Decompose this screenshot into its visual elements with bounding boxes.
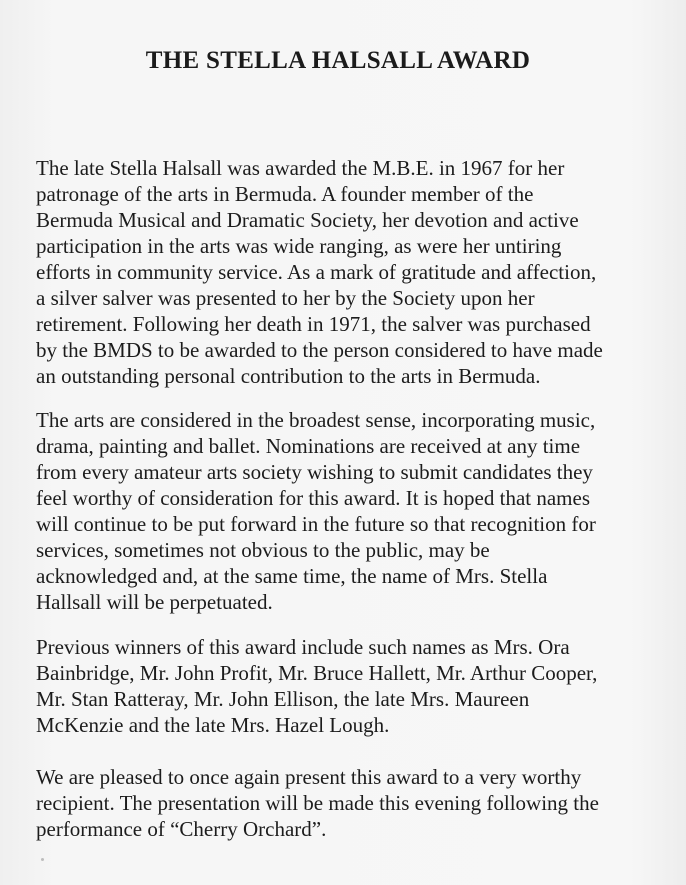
- paragraph-line: by the BMDS to be awarded to the person considered to have made: [36, 338, 603, 362]
- paragraph-line: retirement. Following her death in 1971, the salver was purchased: [36, 312, 591, 336]
- paragraph-line: Bermuda Musical and Dramatic Society, her devotion and active: [36, 208, 579, 232]
- paragraph-line: drama, painting and ballet. Nominations are received at any time: [36, 434, 581, 458]
- paragraph-line: feel worthy of consideration for this award. It is hoped that names: [36, 486, 591, 510]
- paragraph-line: We are pleased to once again present this award to a very worthy: [36, 765, 582, 789]
- paragraph-line: The arts are considered in the broadest sense, incorporating music,: [36, 408, 596, 432]
- paragraph-line: Previous winners of this award include such names as Mrs. Ora: [36, 635, 570, 659]
- paragraph-history: [36, 155, 666, 389]
- paragraph-line: an outstanding personal contribution to the arts in Bermuda.: [36, 364, 541, 388]
- paragraph-line: services, sometimes not obvious to the public, may be: [36, 538, 490, 562]
- paragraph-line: patronage of the arts in Bermuda. A founder member of the: [36, 182, 534, 206]
- paragraph-line: will continue to be put forward in the future so that recognition for: [36, 512, 596, 536]
- paragraph-line: performance of “Cherry Orchard”.: [36, 817, 327, 841]
- paragraph-line: recipient. The presentation will be made this evening following the: [36, 791, 599, 815]
- paragraph-line: McKenzie and the late Mrs. Hazel Lough.: [36, 713, 390, 737]
- paragraph-line: participation in the arts was wide ranging, as were her untiring: [36, 234, 562, 258]
- paragraph-line: from every amateur arts society wishing to submit candidates they: [36, 460, 593, 484]
- paragraph-line: a silver salver was presented to her by the Society upon her: [36, 286, 535, 310]
- paragraph-line: efforts in community service. As a mark of gratitude and affection,: [36, 260, 597, 284]
- paragraph-line: Hallsall will be perpetuated.: [36, 590, 273, 614]
- paper-speck: [41, 858, 44, 861]
- paragraph-line: Bainbridge, Mr. John Profit, Mr. Bruce Hallett, Mr. Arthur Cooper,: [36, 661, 598, 685]
- paragraph-line: acknowledged and, at the same time, the name of Mrs. Stella: [36, 564, 548, 588]
- document-title: THE STELLA HALSALL AWARD: [145, 47, 531, 74]
- paragraph-line: Mr. Stan Ratteray, Mr. John Ellison, the late Mrs. Maureen: [36, 687, 530, 711]
- paragraph-line: The late Stella Halsall was awarded the M.B.E. in 1967 for her: [36, 156, 565, 180]
- paragraph-previous-winners: [36, 634, 666, 738]
- paragraph-presentation: [36, 764, 666, 842]
- paragraph-criteria: [36, 407, 666, 615]
